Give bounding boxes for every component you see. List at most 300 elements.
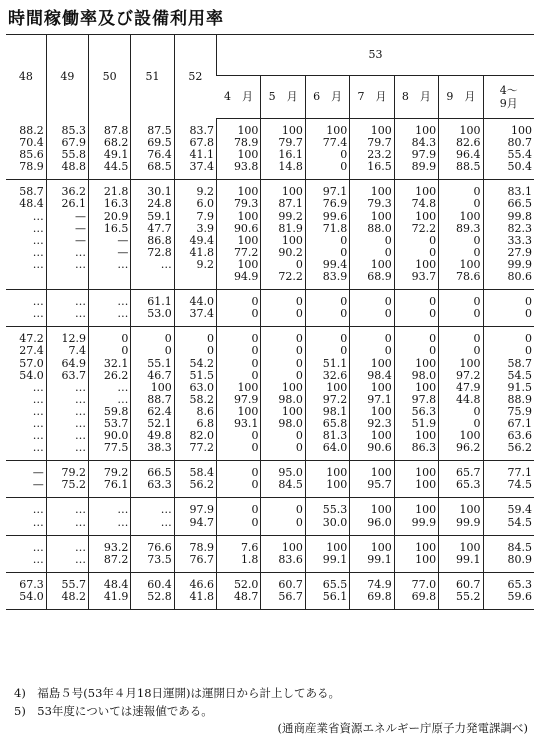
cell-value: 44.5 (103, 159, 129, 173)
cell-value: 87.8 (103, 123, 129, 137)
table-cell (483, 119, 534, 180)
cell-value: 16.5 (367, 160, 392, 174)
cell-value: 54.2 (189, 356, 215, 370)
cell-value: 100 (415, 478, 437, 492)
cell-value: 12.9 (61, 332, 87, 346)
cell-value: 100 (370, 257, 392, 271)
cell-value (175, 271, 214, 283)
cell-value: 98.0 (411, 368, 437, 382)
table-cell (89, 327, 131, 461)
cell-value: 90.6 (367, 441, 392, 455)
cell-value: 100 (326, 466, 348, 480)
table-row (6, 180, 534, 290)
table-cell (89, 461, 131, 498)
cell-value: 0 (295, 344, 303, 358)
cell-value: 69.5 (147, 135, 172, 149)
table-cell (483, 572, 534, 609)
cell-value: 100 (370, 124, 392, 137)
cell-value: 0 (384, 233, 392, 247)
cell-value: 52.8 (147, 589, 172, 603)
cell-value: 65.3 (507, 577, 532, 591)
cell-value: … (160, 515, 172, 529)
cell-value: 100 (415, 356, 437, 370)
cell-value: 36.2 (61, 185, 87, 199)
cell-value: 61.1 (147, 295, 172, 309)
cell-value: 0 (384, 295, 392, 309)
table-cell (6, 119, 46, 180)
table-cell (89, 572, 131, 609)
cell-value: 98.1 (322, 404, 348, 418)
cell-value: 69.8 (367, 589, 392, 603)
cell-value: 100 (459, 209, 481, 223)
cell-value: 48.7 (233, 589, 259, 603)
cell-value: 83.6 (278, 552, 303, 566)
table-cell (46, 119, 88, 180)
table-cell (261, 180, 305, 290)
cell-value: 59.1 (147, 209, 172, 223)
table-group (6, 180, 534, 290)
cell-value: … (75, 307, 87, 321)
table-cell (439, 180, 483, 290)
cell-value: … (32, 441, 44, 455)
cell-value: 41.8 (189, 245, 215, 259)
cell-value: … (160, 503, 172, 517)
cell-value: 77.4 (322, 136, 348, 150)
table-cell (350, 119, 394, 180)
cell-value: 66.5 (147, 466, 172, 480)
cell-value: 100 (370, 380, 392, 394)
cell-value: 100 (370, 356, 392, 370)
cell-value: 0 (525, 344, 532, 358)
table-row (6, 290, 534, 327)
cell-value: 58.4 (189, 466, 215, 480)
cell-value: 94.7 (189, 515, 215, 529)
cell-value: 60.7 (456, 577, 481, 591)
table-row (6, 119, 534, 180)
table-cell (394, 572, 438, 609)
cell-value: … (75, 441, 87, 455)
cell-value: 0 (251, 332, 259, 346)
cell-value: 58.2 (189, 392, 215, 406)
cell-value: 80.9 (507, 552, 532, 566)
cell-value: 59.4 (507, 503, 532, 517)
cell-value: 100 (415, 209, 437, 223)
cell-value: 55.4 (507, 148, 532, 162)
cell-value: 72.2 (411, 221, 437, 235)
table-cell (6, 180, 46, 290)
cell-value: 76.4 (147, 147, 172, 161)
table-cell (89, 119, 131, 180)
source-note: (通商産業省資源エネルギー庁原子力発電課調べ) (277, 721, 528, 735)
month-header-apr-sep: 4～ 9月 (483, 76, 534, 119)
cell-value: 80.7 (507, 136, 532, 150)
cell-value: 99.6 (322, 209, 348, 223)
cell-value: 0 (340, 160, 348, 174)
cell-value: 9.2 (196, 185, 215, 199)
cell-value: 7.6 (240, 540, 259, 554)
cell-value (131, 271, 171, 283)
cell-value: 37.4 (189, 307, 215, 321)
cell-value: 87.2 (103, 552, 129, 566)
table-row (6, 461, 534, 498)
cell-value: 41.8 (189, 589, 215, 603)
table-group (6, 498, 534, 535)
cell-value: 48.4 (19, 197, 44, 211)
cell-value: 1.8 (240, 552, 259, 566)
cell-value: 88.7 (147, 392, 172, 406)
cell-value: 63.3 (147, 478, 172, 492)
cell-value: 0 (251, 344, 259, 358)
table-cell (174, 535, 216, 572)
cell-value: 33.3 (507, 233, 532, 247)
cell-value: … (75, 515, 87, 529)
cell-value: 65.5 (322, 577, 348, 591)
cell-value: 75.9 (507, 404, 532, 418)
table-cell (217, 327, 261, 461)
cell-value: 47.2 (19, 332, 44, 346)
cell-value: 100 (370, 540, 392, 554)
table-cell (174, 461, 216, 498)
cell-value: 100 (281, 404, 303, 418)
cell-value: … (32, 221, 44, 235)
cell-value: … (117, 295, 129, 309)
cell-value: 0 (525, 332, 532, 346)
cell-value: … (32, 209, 44, 223)
cell-value: 27.9 (507, 245, 532, 259)
cell-value: 51.5 (189, 368, 215, 382)
table-group (6, 535, 534, 572)
cell-value: 93.1 (233, 416, 259, 430)
table-group (6, 572, 534, 609)
cell-value: 99.1 (456, 552, 481, 566)
page-title: 時間稼働率及び設備利用率 (8, 9, 224, 29)
cell-value: 78.9 (19, 159, 44, 173)
cell-value: … (32, 416, 44, 430)
cell-value: 100 (370, 185, 392, 199)
cell-value: … (32, 392, 44, 406)
table-cell (89, 180, 131, 290)
cell-value: 0 (251, 307, 259, 321)
table-cell (6, 535, 46, 572)
cell-value: 87.1 (278, 197, 303, 211)
cell-value: 60.7 (278, 577, 303, 591)
table-cell (350, 180, 394, 290)
table-cell (46, 327, 88, 461)
cell-value: 99.1 (322, 552, 348, 566)
cell-value: 87.5 (147, 123, 172, 137)
table-cell (6, 572, 46, 609)
cell-value: 0 (295, 503, 303, 517)
cell-value: 77.2 (189, 441, 215, 455)
cell-value: … (75, 540, 87, 554)
cell-value: 100 (459, 257, 481, 271)
table-cell (217, 498, 261, 535)
cell-value (47, 271, 86, 283)
cell-value: 100 (459, 429, 481, 443)
cell-value: 71.8 (322, 221, 348, 235)
cell-value: 100 (415, 429, 437, 443)
table-cell (131, 119, 174, 180)
cell-value: 83.9 (322, 270, 348, 284)
cell-value: 65.8 (322, 416, 348, 430)
cell-value: 99.1 (367, 552, 392, 566)
cell-value: 95.0 (278, 466, 303, 480)
cell-value: 79.7 (367, 136, 392, 150)
month-header-aug: 8 月 (394, 76, 438, 119)
cell-value: 0 (473, 404, 481, 418)
table-cell (261, 535, 305, 572)
table-cell (394, 498, 438, 535)
cell-value: 79.2 (61, 466, 87, 480)
cell-value: 82.0 (189, 429, 215, 443)
cell-value: 78.6 (456, 270, 481, 284)
cell-value: 100 (237, 257, 259, 271)
cell-value: 88.9 (507, 392, 532, 406)
cell-value: 99.4 (322, 257, 348, 271)
cell-value: 100 (237, 185, 259, 199)
cell-value: … (32, 380, 44, 394)
cell-value: 100 (326, 540, 348, 554)
cell-value: 0 (295, 356, 303, 370)
cell-value: 6.8 (196, 416, 215, 430)
cell-value: … (32, 404, 44, 418)
cell-value: 41.1 (189, 147, 215, 161)
cell-value: 49.8 (147, 429, 172, 443)
table-cell (305, 572, 349, 609)
cell-value: — (75, 221, 87, 235)
cell-value: 84.5 (278, 478, 303, 492)
cell-value: 77.5 (103, 441, 129, 455)
cell-value: 0 (251, 429, 259, 443)
cell-value: … (117, 257, 129, 271)
cell-value: 32.1 (103, 356, 129, 370)
cell-value: 0 (384, 245, 392, 259)
table-cell (394, 180, 438, 290)
cell-value: 100 (237, 148, 259, 162)
cell-value: 59.6 (507, 589, 532, 603)
cell-value: 0 (164, 344, 172, 358)
table-cell (439, 498, 483, 535)
cell-value: 21.8 (103, 185, 129, 199)
cell-value: 78.9 (233, 136, 259, 150)
cell-value: 0 (295, 429, 303, 443)
table-cell (350, 535, 394, 572)
cell-value: 0 (525, 295, 532, 309)
table-cell (394, 290, 438, 327)
cell-value: … (75, 392, 87, 406)
cell-value: … (75, 429, 87, 443)
cell-value: 0 (473, 332, 481, 346)
cell-value: … (32, 257, 44, 271)
cell-value: 91.5 (507, 380, 532, 394)
table-group (6, 327, 534, 461)
table-cell (394, 461, 438, 498)
cell-value: … (75, 257, 87, 271)
cell-value: 0 (340, 307, 348, 321)
cell-value: 27.4 (19, 344, 44, 358)
cell-value: … (32, 245, 44, 259)
table-row (6, 498, 534, 535)
cell-value: 100 (281, 540, 303, 554)
cell-value: 90.0 (103, 429, 129, 443)
cell-value: … (32, 515, 44, 529)
cell-value: 100 (415, 185, 437, 199)
cell-value: 77.1 (507, 466, 532, 480)
cell-value: … (32, 233, 44, 247)
cell-value: 46.6 (189, 577, 215, 591)
cell-value: 0 (429, 332, 437, 346)
cell-value: 100 (415, 380, 437, 394)
table-group (6, 119, 534, 180)
cell-value: 55.7 (61, 577, 87, 591)
cell-value: 97.1 (322, 185, 348, 199)
table-cell (6, 461, 46, 498)
table-cell (174, 498, 216, 535)
cell-value: 94.9 (233, 270, 259, 284)
cell-value: 95.7 (367, 478, 392, 492)
cell-value: 93.7 (411, 270, 437, 284)
cell-value: … (32, 552, 44, 566)
table-cell (483, 327, 534, 461)
table-cell (89, 535, 131, 572)
table-row (6, 535, 534, 572)
cell-value: 100 (370, 209, 392, 223)
table-cell (483, 535, 534, 572)
cell-value: 98.4 (367, 368, 392, 382)
cell-value: 24.8 (147, 197, 172, 211)
cell-value: 55.2 (456, 589, 481, 603)
cell-value: 73.5 (147, 552, 172, 566)
cell-value: 100 (237, 209, 259, 223)
cell-value: 56.2 (189, 478, 215, 492)
cell-value: 0 (340, 148, 348, 162)
cell-value: 16.5 (103, 221, 129, 235)
table-cell (174, 180, 216, 290)
cell-value: 76.6 (147, 540, 172, 554)
table-cell (261, 498, 305, 535)
year-header-49: 49 (46, 35, 88, 119)
cell-value: 7.4 (68, 344, 87, 358)
table-cell (394, 535, 438, 572)
table-cell (217, 535, 261, 572)
cell-value: 67.9 (61, 135, 87, 149)
cell-value: 80.6 (507, 270, 532, 284)
table-cell (217, 290, 261, 327)
cell-value: 100 (150, 380, 172, 394)
cell-value: 100 (511, 124, 532, 137)
cell-value: 72.8 (147, 245, 172, 259)
table-cell (439, 572, 483, 609)
cell-value: 14.8 (278, 160, 303, 174)
cell-value: 96.4 (456, 148, 481, 162)
cell-value: 0 (429, 295, 437, 309)
cell-value: 58.7 (19, 185, 44, 199)
cell-value: 53.7 (103, 416, 129, 430)
table-cell (439, 535, 483, 572)
cell-value: 100 (459, 124, 481, 137)
cell-value: 79.2 (103, 466, 129, 480)
cell-value: 26.2 (103, 368, 129, 382)
cell-value: … (75, 416, 87, 430)
cell-value: 23.2 (367, 148, 392, 162)
cell-value: 56.1 (322, 589, 348, 603)
cell-value: 49.1 (103, 147, 129, 161)
table-row (6, 572, 534, 609)
cell-value: 72.2 (278, 270, 303, 284)
table-cell (350, 498, 394, 535)
cell-value: 100 (415, 257, 437, 271)
table-cell (439, 327, 483, 461)
cell-value: 6.0 (196, 197, 215, 211)
table-cell (46, 180, 88, 290)
table-cell (89, 498, 131, 535)
table-cell (46, 461, 88, 498)
cell-value: 0 (429, 344, 437, 358)
footnote-5: 5) 53年度については速報値である。 (14, 704, 213, 718)
cell-value: 55.1 (147, 356, 172, 370)
cell-value: 0 (340, 295, 348, 309)
cell-value: … (32, 295, 44, 309)
cell-value: 81.9 (278, 221, 303, 235)
cell-value: 99.8 (507, 209, 532, 223)
cell-value: 100 (326, 124, 348, 137)
cell-value: — (75, 233, 87, 247)
table-cell (261, 119, 305, 180)
cell-value: 26.1 (61, 197, 87, 211)
cell-value: 99.2 (278, 209, 303, 223)
table-cell (305, 498, 349, 535)
table-cell (261, 572, 305, 609)
year-header-51: 51 (131, 35, 174, 119)
cell-value: 48.4 (103, 577, 129, 591)
cell-value: 97.9 (189, 503, 215, 517)
cell-value: … (160, 257, 172, 271)
table-cell (350, 572, 394, 609)
table-cell (131, 327, 174, 461)
cell-value: 68.9 (367, 270, 392, 284)
cell-value: 74.8 (411, 197, 437, 211)
cell-value: 83.7 (189, 123, 215, 137)
table-cell (483, 461, 534, 498)
cell-value: 77.0 (411, 577, 437, 591)
cell-value: 56.2 (507, 441, 532, 455)
cell-value: 90.2 (278, 245, 303, 259)
cell-value: 85.6 (19, 147, 44, 161)
cell-value: 86.3 (411, 441, 437, 455)
table-row (6, 327, 534, 461)
table-cell (439, 119, 483, 180)
cell-value: … (32, 503, 44, 517)
cell-value: 0 (384, 307, 392, 321)
cell-value: 97.9 (233, 392, 259, 406)
cell-value: 100 (326, 380, 348, 394)
cell-value: 0 (251, 515, 259, 529)
month-header-may: 5 月 (261, 76, 305, 119)
cell-value: 69.8 (411, 589, 437, 603)
table-cell (305, 461, 349, 498)
cell-value: 0 (251, 503, 259, 517)
cell-value: 67.3 (19, 577, 44, 591)
table-cell (131, 572, 174, 609)
cell-value: 44.0 (189, 295, 215, 309)
cell-value: 16.1 (278, 148, 303, 162)
cell-value: … (32, 540, 44, 554)
cell-value: 0 (340, 233, 348, 247)
table-cell (46, 290, 88, 327)
cell-value: 56.3 (411, 404, 437, 418)
cell-value: 0 (473, 233, 481, 247)
cell-value: 63.6 (507, 429, 532, 443)
